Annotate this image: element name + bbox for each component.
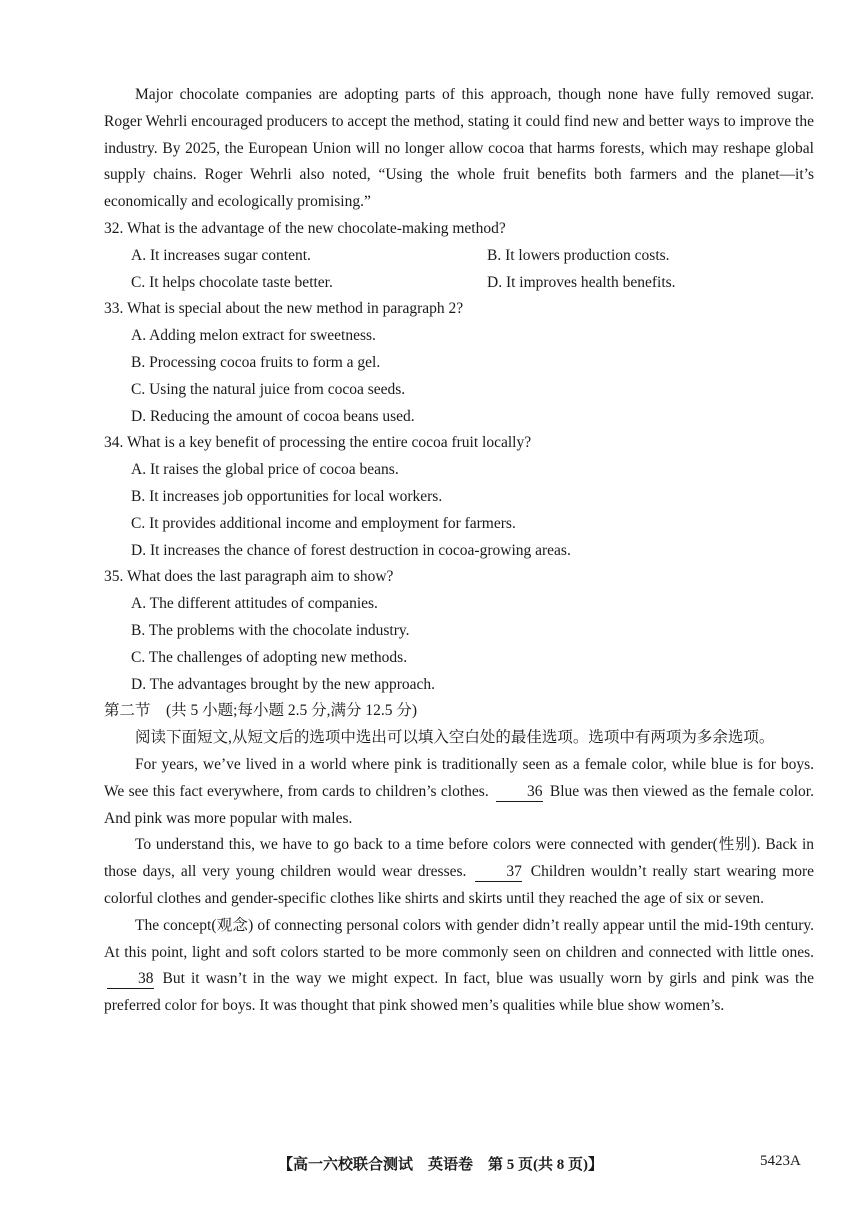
footer-title: 【高一六校联合测试 英语卷 第 5 页(共 8 页)】 [278, 1157, 603, 1173]
blank-37: 37 [475, 863, 522, 882]
section-heading: 第二节 (共 5 小题;每小题 2.5 分,满分 12.5 分) [104, 702, 418, 720]
cloze-paragraph-1 [104, 752, 814, 832]
page-content [104, 82, 814, 1020]
option-d: D. It improves health benefits. [487, 273, 676, 291]
option-d: D. The advantages brought by the new approach. [131, 675, 436, 693]
options-row [131, 243, 814, 270]
option-d: D. It increases the chance of forest destruction in cocoa-growing areas. [131, 541, 571, 559]
question-stem: 35. What does the last paragraph aim to show? [104, 568, 394, 586]
passage-paragraph: Major chocolate companies are adopting parts of this approach, though none have fully removed sugar. Roger Wehrli encouraged producers to accept the method, stating it could find new and better ways to improve the industry. By 2025, the European Union will no longer allow cocoa that harms forests, which may reshape global supply chains. Roger Wehrli also noted, “Using the whole fruit benefits both farmers and the planet—it’s economically and ecologically promising.” [104, 86, 814, 211]
paragraph-text: The concept(观念) of connecting personal colors with gender didn’t really appear until the mid-19th century. At this point, light and soft colors started to be more commonly seen on children and connected with little ones. [104, 916, 814, 961]
page-footer [0, 1153, 860, 1177]
question-34 [104, 430, 814, 564]
cloze-paragraph-2 [104, 832, 814, 912]
question-35 [104, 564, 814, 698]
options-row [131, 270, 814, 297]
paragraph-text: But it wasn’t in the way we might expect. In fact, blue was usually worn by girls and pink was the preferred color for boys. It was thought that pink showed men’s qualities while blue show women’s. [104, 970, 814, 1015]
option-c: C. Using the natural juice from cocoa seeds. [131, 380, 406, 398]
paragraph-text: Blue was then viewed as the female color. And pink was more popular with males. [104, 782, 814, 827]
option-b: B. It increases job opportunities for local workers. [131, 487, 443, 505]
option-a: A. It raises the global price of cocoa beans. [131, 461, 399, 479]
paragraph-text: Children wouldn’t really start wearing more colorful clothes and gender-specific clothes like shirts and skirts until they reached the age of six or seven. [104, 863, 814, 907]
option-a: A. Adding melon extract for sweetness. [131, 327, 376, 345]
option-d: D. Reducing the amount of cocoa beans used. [131, 407, 415, 425]
question-stem: 34. What is a key benefit of processing the entire cocoa fruit locally? [104, 434, 532, 452]
option-b: B. Processing cocoa fruits to form a gel. [131, 353, 381, 371]
section-instruction: 阅读下面短文,从短文后的选项中选出可以填入空白处的最佳选项。选项中有两项为多余选项。 [135, 729, 775, 747]
paragraph-text: For years, we’ve lived in a world where pink is traditionally seen as a female color, while blue is for boys. We see this fact everywhere, from cards to children’s clothes. [104, 755, 814, 800]
question-32 [104, 216, 814, 296]
question-stem: 32. What is the advantage of the new chocolate-making method? [104, 219, 506, 237]
paragraph-text: To understand this, we have to go back to a time before colors were connected with gender(性别). Back in those days, all very young children would wear dresses. [104, 836, 814, 881]
option-b: B. It lowers production costs. [487, 246, 670, 264]
option-c: C. It helps chocolate taste better. [131, 273, 333, 291]
paper-code: 5423A [760, 1153, 801, 1169]
question-33 [104, 296, 814, 430]
question-stem: 33. What is special about the new method in paragraph 2? [104, 300, 464, 318]
blank-38: 38 [107, 970, 154, 989]
blank-36: 36 [496, 783, 543, 802]
cloze-paragraph-3 [104, 913, 814, 1020]
option-c: C. The challenges of adopting new methods. [131, 648, 408, 666]
option-c: C. It provides additional income and employment for farmers. [131, 514, 516, 532]
option-a: A. The different attitudes of companies. [131, 595, 378, 613]
option-b: B. The problems with the chocolate industry. [131, 621, 410, 639]
option-a: A. It increases sugar content. [131, 246, 311, 264]
